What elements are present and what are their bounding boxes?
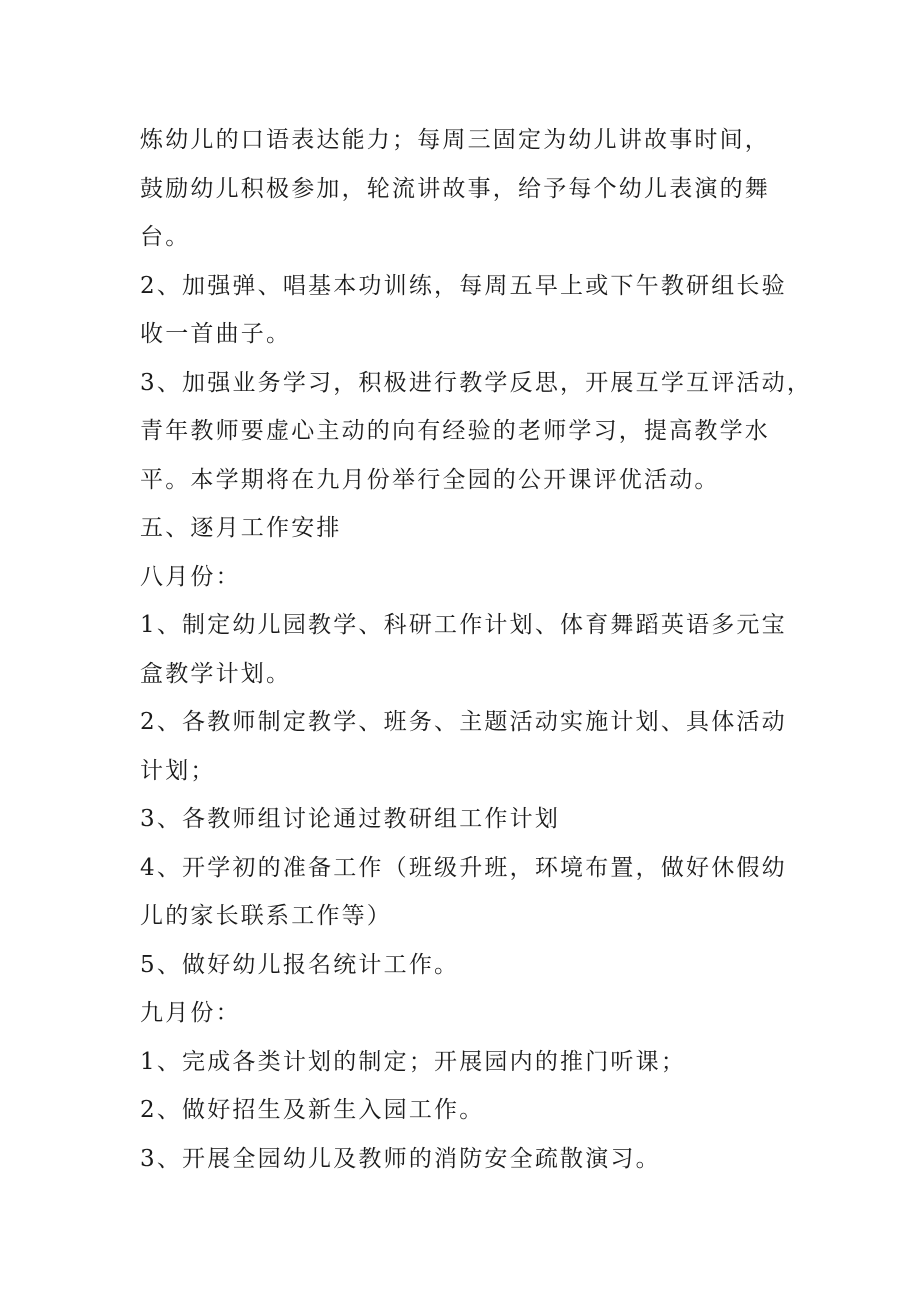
text-line: 2、各教师制定教学、班务、主题活动实施计划、具体活动 [140,709,787,735]
text-line: 3、开展全园幼儿及教师的消防安全疏散演习。 [140,1145,661,1172]
text-line: 台。 [140,224,191,250]
text-line: 3、各教师组讨论通过教研组工作计划 [140,806,561,832]
text-line: 平。本学期将在九月份举行全园的公开课评优活动。 [140,466,720,493]
text-line: 收一首曲子。 [140,321,292,347]
text-line: 1、制定幼儿园教学、科研工作计划、体育舞蹈英语多元宝 [140,612,787,638]
text-line: 1、完成各类计划的制定；开展园内的推门听课； [140,1048,687,1075]
month-heading: 九月份： [140,1000,241,1026]
text-line: 青年教师要虚心主动的向有经验的老师学习，提高教学水 [140,418,770,444]
month-heading: 八月份： [140,563,241,590]
text-line: 3、加强业务学习，积极进行教学反思，开展互学互评活动， [140,369,813,396]
text-line: 盒教学计划。 [140,660,292,687]
text-line: 儿的家长联系工作等） [140,903,392,929]
document-body [140,116,813,1183]
text-line: 5、做好幼儿报名统计工作。 [140,951,460,978]
text-line: 炼幼儿的口语表达能力；每周三固定为幼儿讲故事时间， [140,127,770,153]
text-line: 鼓励幼儿积极参加，轮流讲故事，给予每个幼儿表演的舞 [140,175,770,202]
text-line: 2、做好招生及新生入园工作。 [140,1097,485,1123]
text-line: 4、开学初的准备工作（班级升班，环境布置，做好休假幼 [140,854,787,881]
section-heading: 五、逐月工作安排 [140,515,342,541]
text-line: 2、加强弹、唱基本功训练，每周五早上或下午教研组长验 [140,272,787,299]
text-line: 计划； [140,757,216,784]
